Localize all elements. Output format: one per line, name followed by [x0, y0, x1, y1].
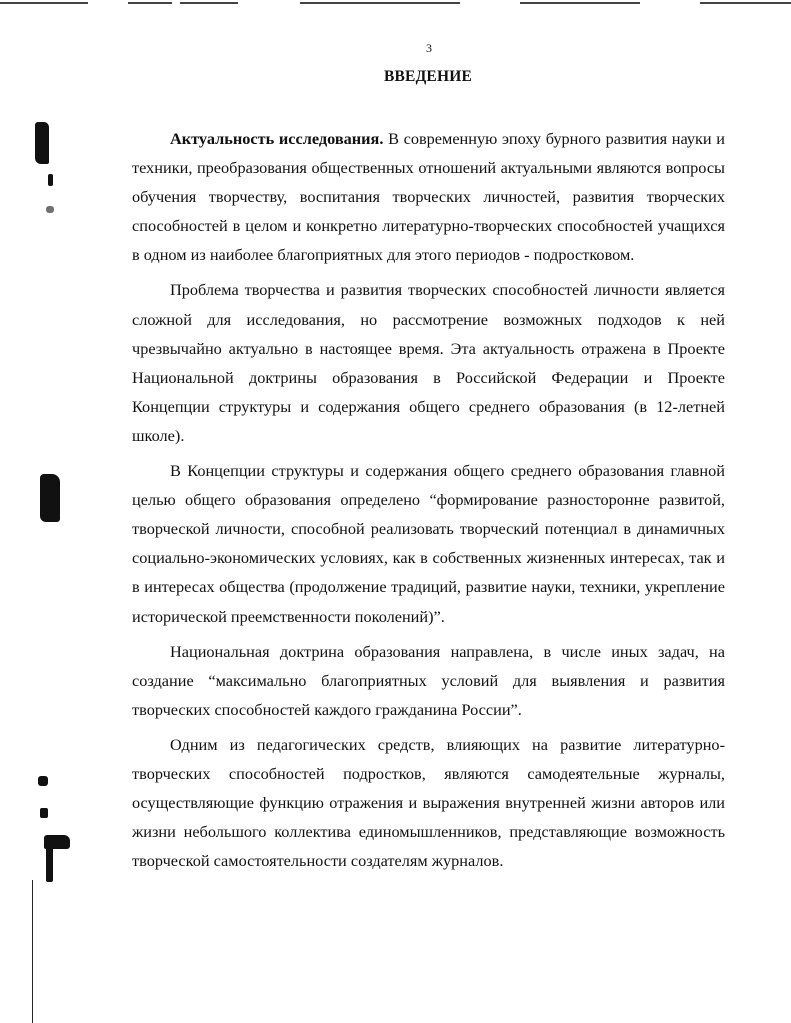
scan-top-rule: [300, 2, 460, 4]
scan-top-rule: [520, 2, 640, 4]
paragraph-lead: Актуальность исследования.: [170, 129, 384, 148]
scan-edge-line: [32, 880, 33, 1023]
paragraph: В Концепции структуры и содержания общего среднего образования главной целью общего образования определено “формирование разносторонне развитой, творческой личности, способной реализовать творческий потенциал в динамичных социально-экономических условиях, как в собственных жизненных интересах, так и в интересах общества (продолжение традиций, развитие науки, техники, укрепление исторической преемственности поколений)”.: [132, 461, 725, 626]
scan-blot: [40, 474, 60, 522]
scan-top-rule: [700, 2, 791, 4]
page-title: ВВЕДЕНИЕ: [383, 68, 473, 85]
paragraph-text: В современную эпоху бурного развития науки и техники, преобразования общественных отношений актуальными являются вопросы обучения творчеству, воспитания творческих личностей, развития творческих способностей в целом и конкретно литературно-творческих способностей учащихся в одном из наиболее благоприятных для этого периодов - подростковом.: [132, 129, 725, 265]
paragraph: Проблема творчества и развития творческих способностей личности является сложной для исследования, но рассмотрение возможных подходов к ней чрезвычайно актуально в настоящее время. Эта актуальность отражена в Проекте Национальной доктрины образования в Российской Федерации и Проекте Концепции структуры и содержания общего среднего образования (в 12-летней школе).: [132, 280, 725, 445]
scan-top-rule: [0, 2, 88, 4]
scan-blot: [38, 776, 48, 786]
page-number: 3: [426, 41, 432, 55]
scan-blot: [46, 846, 53, 882]
paragraph: Национальная доктрина образования направлена, в числе иных задач, на создание “максимально благоприятных условий для выявления и развития творческих способностей каждого гражданина России”.: [132, 641, 725, 719]
paragraph: [132, 124, 725, 269]
document-body: [132, 124, 725, 881]
scan-top-rule: [128, 2, 172, 4]
scan-blot: [48, 174, 53, 186]
scan-blot: [46, 206, 54, 213]
scan-blot: [35, 122, 49, 164]
paragraph: Одним из педагогических средств, влияющих на развитие литературно-творческих способностей подростков, являются самодеятельные журналы, осуществляющие функцию отражения и выражения внутренней жизни авторов или жизни небольшого коллектива единомышленников, представляющие возможность творческой самостоятельности создателям журналов.: [132, 734, 725, 871]
scan-top-rule: [180, 2, 238, 4]
scan-blot: [40, 808, 48, 818]
